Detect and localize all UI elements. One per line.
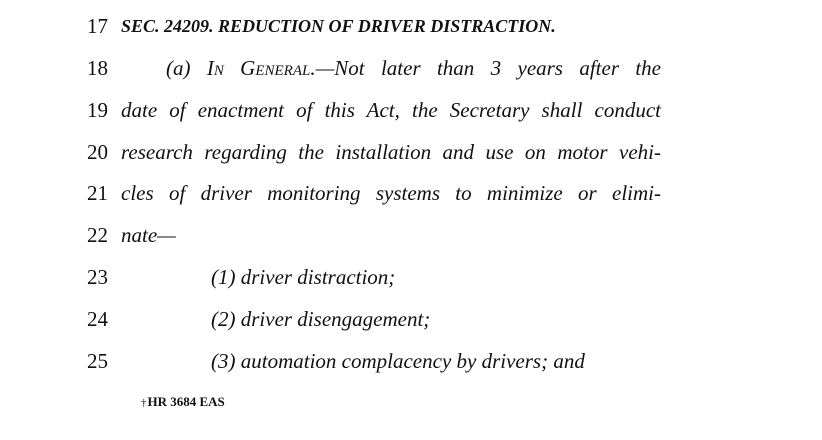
line-23 [0, 262, 822, 292]
bill-identifier: HR 3684 EAS [147, 394, 225, 409]
line-number: 18 [87, 56, 108, 80]
line-number: 25 [87, 349, 108, 373]
line-24 [0, 304, 822, 334]
line-number: 21 [87, 181, 108, 205]
line-text: date of enactment of this Act, the Secretary shall conduct [121, 98, 661, 122]
bill-footer [141, 392, 225, 413]
line-21 [0, 178, 822, 208]
line-number: 23 [87, 265, 108, 289]
line-text: research regarding the installation and use on motor vehi- [121, 140, 661, 164]
line-25 [0, 346, 822, 376]
line-19 [0, 95, 822, 125]
line-number: 24 [87, 307, 108, 331]
line-text: .—Not later than 3 years after the [310, 56, 661, 80]
line-text: nate— [121, 223, 176, 247]
list-item: (1) driver distraction; [211, 265, 396, 289]
section-heading: SEC. 24209. REDUCTION OF DRIVER DISTRACTION. [121, 16, 556, 36]
subsection-label: (a) [166, 56, 207, 80]
line-number: 22 [87, 223, 108, 247]
line-17 [0, 11, 822, 41]
subsection-heading: In General [206, 56, 311, 80]
line-22 [0, 220, 822, 250]
line-number: 19 [87, 98, 108, 122]
line-number: 20 [87, 140, 108, 164]
list-item: (2) driver disengagement; [211, 307, 431, 331]
line-text: cles of driver monitoring systems to minimize or elimi- [121, 181, 661, 205]
subsection-a-text [166, 53, 661, 83]
list-item: (3) automation complacency by drivers; and [211, 349, 585, 373]
dagger-mark: † [141, 397, 147, 409]
line-20 [0, 137, 822, 167]
line-18 [0, 53, 822, 83]
line-number: 17 [87, 14, 108, 38]
